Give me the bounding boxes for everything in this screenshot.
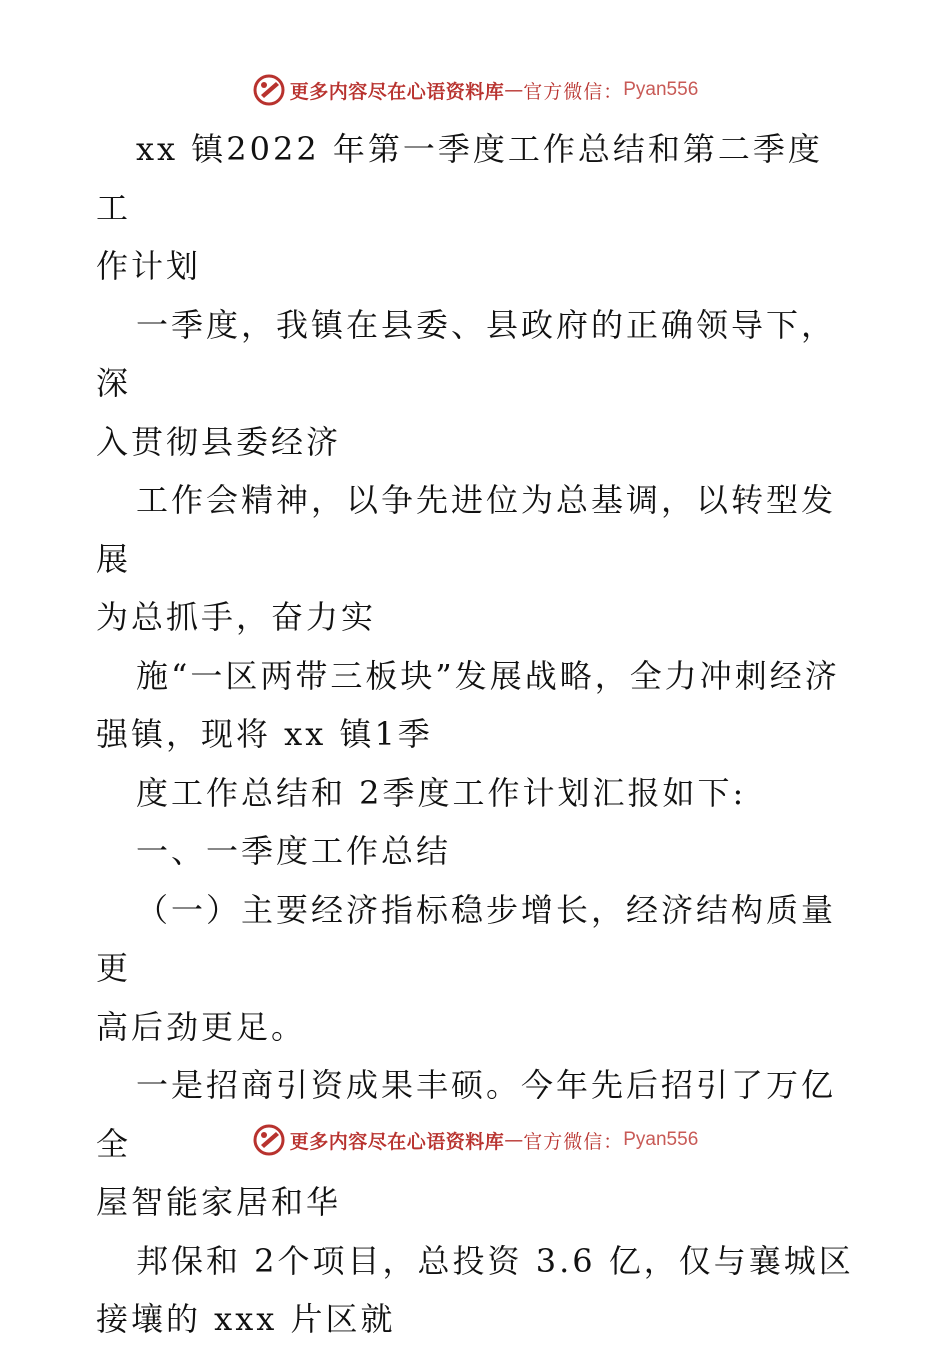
paragraph-intro-4: 度工作总结和 2季度工作计划汇报如下: bbox=[136, 773, 747, 812]
banner-wechat-id: Pyan556 bbox=[623, 1129, 699, 1150]
paragraph-intro-3: 施“一区两带三板块”发展战略，全力冲刺经济 强镇，现将 xx 镇1季 bbox=[96, 656, 840, 753]
banner-text: 更多内容尽在心语资料库 bbox=[289, 1130, 505, 1153]
subsection-heading: （一）主要经济指标稳步增长，经济结构质量更 高后劲更足。 bbox=[96, 890, 837, 1046]
banner-wechat-label: 官方微信： bbox=[523, 80, 624, 103]
paragraph-intro: 一季度，我镇在县委、县政府的正确领导下，深 入贯彻县委经济 bbox=[96, 305, 837, 461]
paragraph-intro-2: 工作会精神，以争先进位为总基调，以转型发展 为总抓手，奋力实 bbox=[96, 481, 837, 636]
brand-logo-icon bbox=[252, 73, 286, 107]
document-body bbox=[96, 120, 856, 1349]
header-watermark-banner bbox=[0, 70, 950, 110]
paragraph-investment: 一是招商引资成果丰硕。今年先后招引了万亿全 屋智能家居和华 bbox=[96, 1066, 837, 1221]
section-heading: 一、一季度工作总结 bbox=[136, 832, 452, 870]
title-paragraph: xx 镇2022 年第一季度工作总结和第二季度工 作计划 bbox=[96, 130, 823, 285]
banner-separator: — bbox=[504, 1129, 524, 1151]
banner-wechat-label: 官方微信： bbox=[523, 1130, 624, 1153]
banner-text: 更多内容尽在心语资料库 bbox=[289, 80, 505, 103]
brand-logo-icon bbox=[252, 1123, 286, 1157]
banner-wechat-id: Pyan556 bbox=[623, 79, 699, 100]
footer-watermark-banner bbox=[0, 1120, 950, 1160]
banner-separator: — bbox=[504, 79, 524, 101]
paragraph-investment-2: 邦保和 2个项目，总投资 3.6 亿，仅与襄城区 接壤的 xxx 片区就 bbox=[96, 1241, 854, 1338]
